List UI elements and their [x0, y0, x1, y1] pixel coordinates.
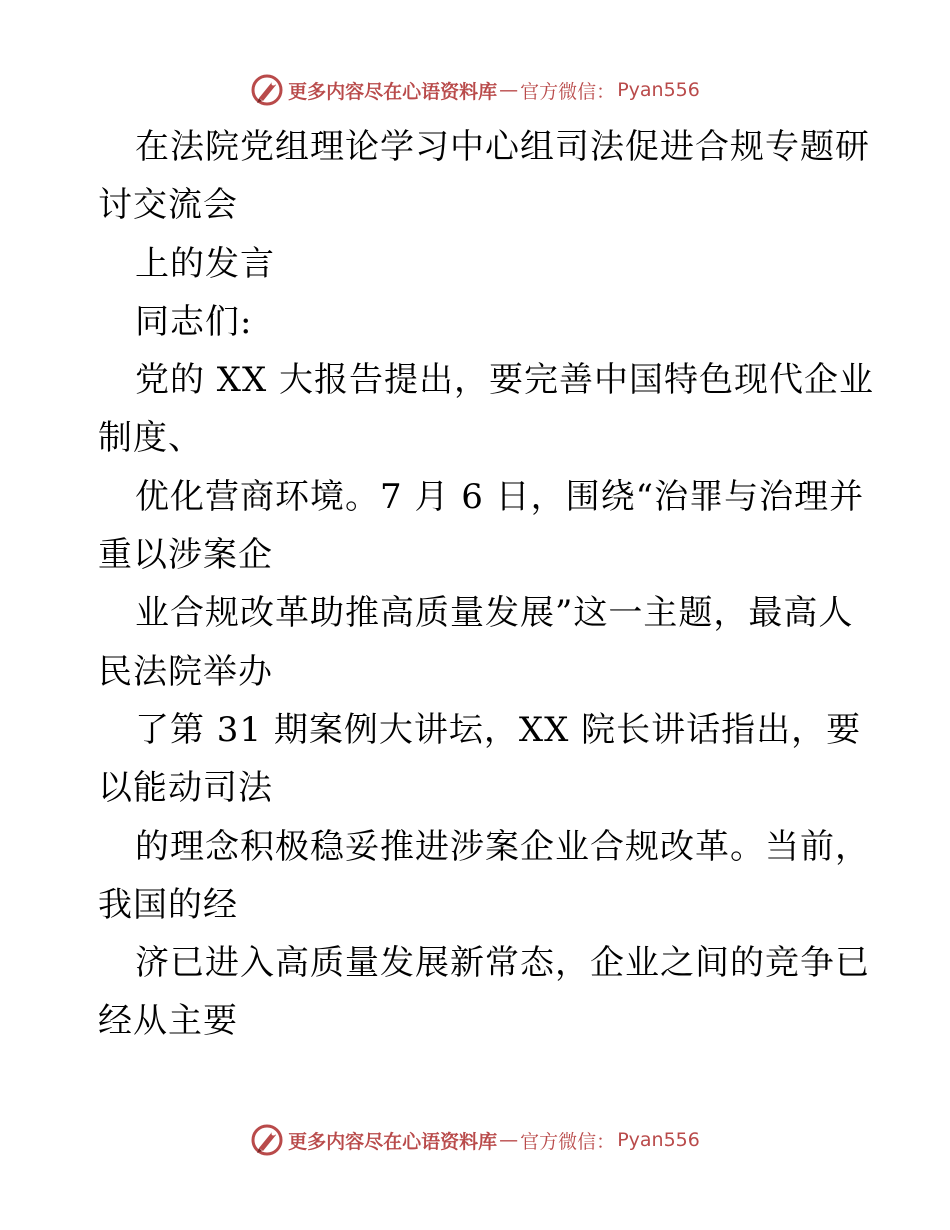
pen-logo-icon [250, 73, 284, 107]
footer-banner-dash: — [499, 1129, 519, 1151]
header-wechat-label: 官方微信： [520, 80, 616, 103]
paragraph-line: 上的发言 [135, 243, 275, 284]
header-banner-dash: — [499, 79, 519, 101]
paragraph-line: 讨交流会 [98, 185, 238, 226]
document-body [98, 118, 875, 1051]
paragraph-line: 经从主要 [98, 1001, 238, 1042]
header-banner-text: 更多内容尽在心语资料库 [288, 80, 498, 103]
paragraph-line: 制度、 [98, 418, 203, 459]
paragraph-line: 的理念积极稳妥推进涉案企业合规改革。当前， [135, 826, 870, 867]
footer-wechat-label: 官方微信： [520, 1130, 616, 1153]
paragraph-line: 重以涉案企 [98, 535, 273, 576]
paragraph-line: 我国的经 [98, 884, 238, 925]
paragraph-line: 了第 31 期案例大讲坛，XX 院长讲话指出，要 [135, 709, 862, 750]
paragraph-line: 党的 XX 大报告提出，要完善中国特色现代企业 [135, 360, 875, 401]
paragraph-line: 以能动司法 [98, 768, 273, 809]
paragraph-line: 在法院党组理论学习中心组司法促进合规专题研 [135, 127, 870, 167]
footer-banner-text: 更多内容尽在心语资料库 [288, 1130, 498, 1153]
paragraph-line: 民法院举办 [98, 651, 273, 692]
header-wechat-id: Pyan556 [617, 79, 700, 101]
paragraph-line: 业合规改革助推高质量发展”这一主题，最高人 [135, 593, 854, 634]
footer-wechat-id: Pyan556 [617, 1129, 700, 1151]
footer-banner [0, 1120, 950, 1160]
pen-logo-icon [250, 1123, 284, 1157]
paragraph-line: 济已进入高质量发展新常态，企业之间的竞争已 [135, 943, 870, 984]
paragraph-line: 同志们: [135, 301, 253, 342]
paragraph-line: 优化营商环境。7 月 6 日，围绕“治罪与治理并 [135, 476, 865, 517]
header-banner [0, 70, 950, 110]
